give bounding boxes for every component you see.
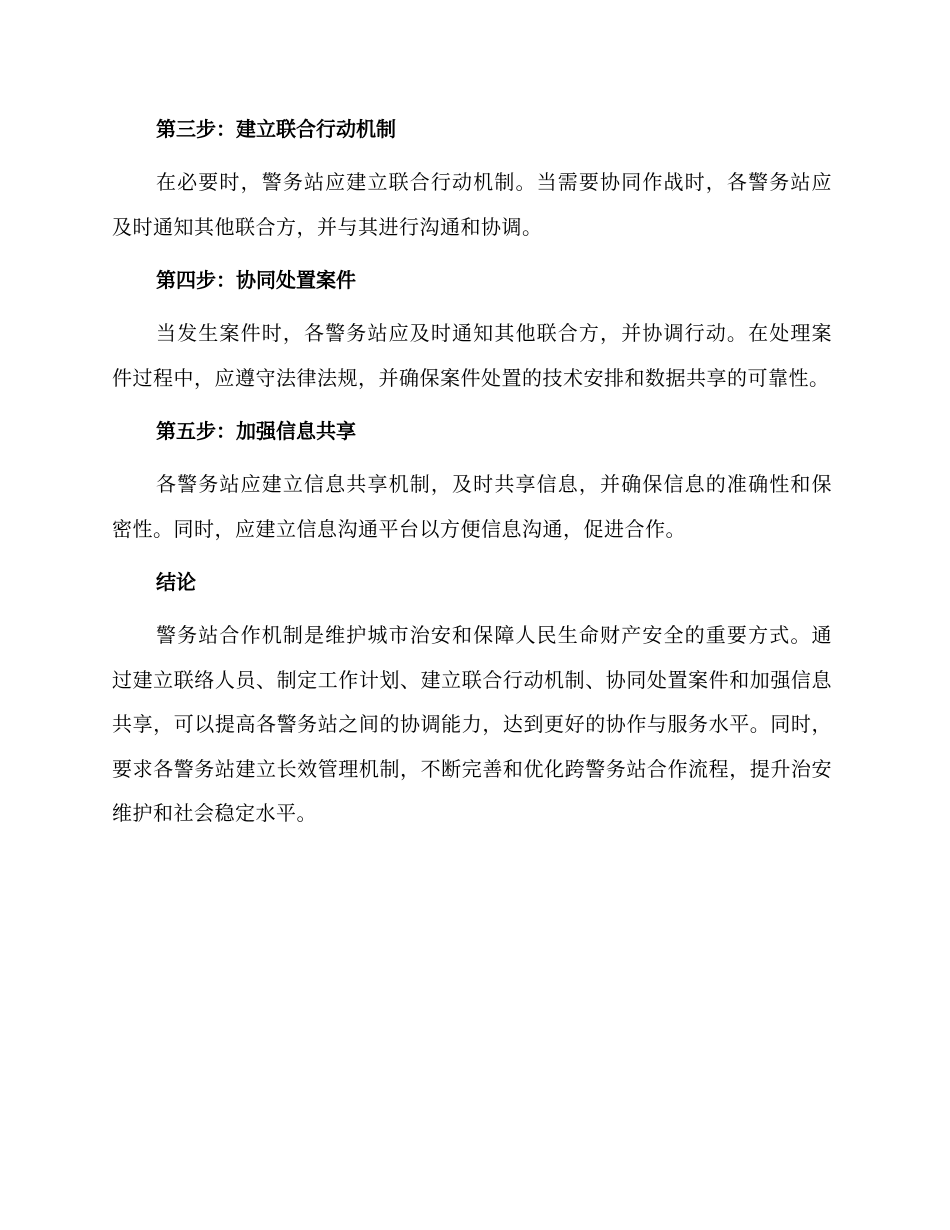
section-paragraph: 各警务站应建立信息共享机制，及时共享信息，并确保信息的准确性和保密性。同时，应建立信息沟通平台以方便信息沟通，促进合作。 — [112, 472, 832, 541]
section-heading: 结论 — [156, 570, 196, 594]
section-step-3 — [112, 108, 832, 249]
section-heading: 第三步：建立联合行动机制 — [156, 117, 396, 141]
section-paragraph: 在必要时，警务站应建立联合行动机制。当需要协同作战时，各警务站应及时通知其他联合方，并与其进行沟通和协调。 — [112, 170, 832, 239]
section-heading: 第四步：协同处置案件 — [156, 268, 356, 292]
section-heading: 第五步：加强信息共享 — [156, 419, 356, 443]
section-step-4 — [112, 259, 832, 400]
section-conclusion — [112, 561, 832, 836]
section-step-5 — [112, 410, 832, 551]
section-paragraph: 当发生案件时，各警务站应及时通知其他联合方，并协调行动。在处理案件过程中，应遵守法律法规，并确保案件处置的技术安排和数据共享的可靠性。 — [112, 321, 832, 390]
document-body — [112, 108, 832, 846]
section-paragraph: 警务站合作机制是维护城市治安和保障人民生命财产安全的重要方式。通过建立联络人员、制定工作计划、建立联合行动机制、协同处置案件和加强信息共享，可以提高各警务站之间的协调能力，达到更好的协作与服务水平。同时，要求各警务站建立长效管理机制，不断完善和优化跨警务站合作流程，提升治安维护和社会稳定水平。 — [112, 623, 832, 825]
